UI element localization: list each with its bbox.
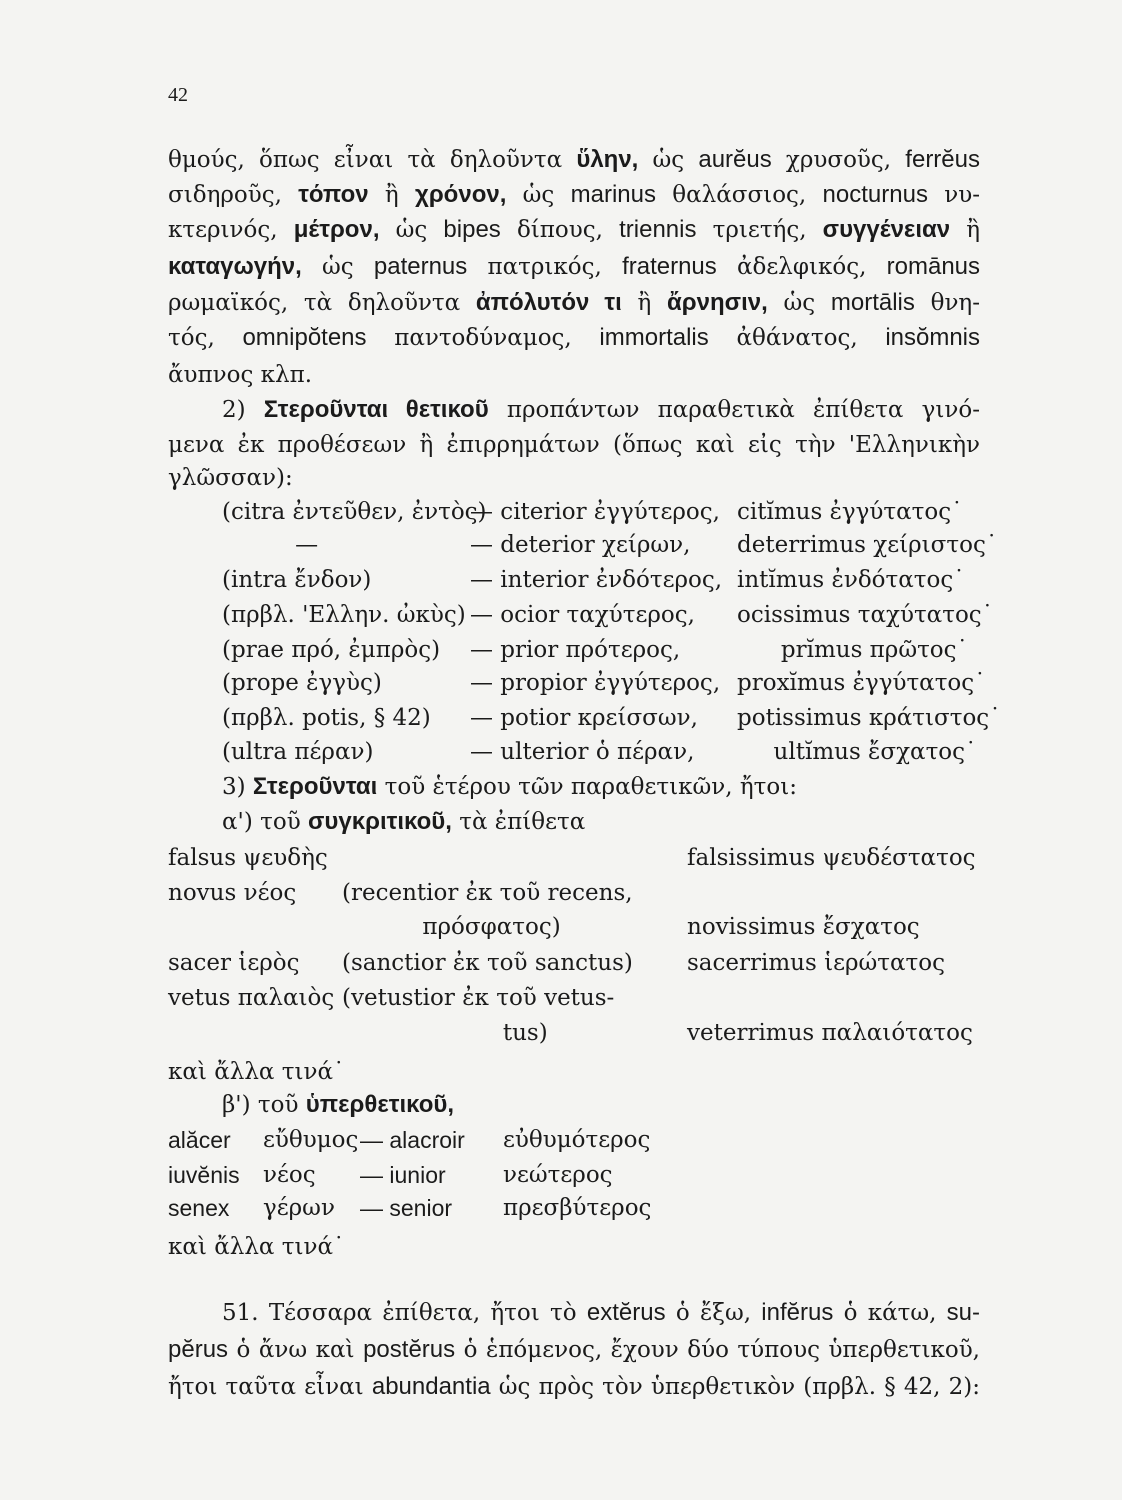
text-line: γλῶσσαν): — [168, 465, 293, 491]
table-cell: νέος — [263, 1162, 316, 1188]
text-line — [168, 180, 980, 210]
text-run: προπάντων παραθετικὰ ἐπίθετα γινό- — [488, 397, 980, 423]
text-run: ἤτοι ταῦτα εἶναι — [168, 1374, 372, 1400]
latin-word: romānus — [886, 253, 981, 280]
table-cell: falsissimus ψευδέστατος — [687, 845, 976, 871]
text-run: 3) — [222, 774, 253, 800]
text-run: ἢ — [950, 217, 981, 243]
latin-word: ferrĕus — [905, 146, 980, 173]
text-run: τὰ ἐπίθετα — [451, 809, 586, 835]
text-run: σιδηροῦς, — [168, 182, 299, 208]
table-cell: potissimus κράτιστος˙ — [737, 705, 1001, 731]
table-cell: (sanctior ἐκ τοῦ sanctus) — [342, 950, 633, 976]
table-cell: (ultra πέραν) — [222, 739, 374, 765]
table-cell: novus νέος — [168, 880, 297, 906]
text-run: β') τοῦ — [222, 1092, 306, 1118]
text-line — [168, 323, 980, 353]
text-run: 51. Τέσσαρα ἐπίθετα, ἤτοι τὸ — [222, 1300, 587, 1326]
table-cell: novissimus ἔσχατος — [687, 914, 920, 940]
bold-term: ὕλην, — [576, 146, 639, 173]
paragraph-3 — [222, 772, 797, 802]
latin-word: abundantia — [371, 1373, 491, 1400]
text-run: θνη- — [914, 290, 980, 316]
text-line — [222, 1298, 980, 1328]
text-line: καὶ ἄλλα τινά˙ — [168, 1059, 345, 1085]
text-run: ὁ ἑπόμενος, ἔχουν δύο τύπους ὑπερθετικοῦ, — [455, 1337, 980, 1363]
bold-term: τόπον — [298, 181, 369, 208]
latin-word: marinus — [570, 181, 656, 208]
latin-word: bipes — [443, 216, 501, 243]
table-cell: veterrimus παλαιότατος — [687, 1020, 973, 1046]
table-cell: (πρβλ. 'Ελλην. ὠκὺς) — [222, 602, 466, 628]
latin-word: nocturnus — [822, 181, 928, 208]
text-line — [222, 395, 980, 425]
text-run: α') τοῦ — [222, 809, 309, 835]
text-run: ὁ ἄνω καὶ — [228, 1337, 364, 1363]
text-line — [168, 1372, 980, 1402]
table-cell: vetus παλαιὸς — [168, 985, 335, 1011]
text-run: ρωμαϊκός, τὰ δηλοῦντα — [168, 290, 476, 316]
text-run: ἢ — [621, 290, 668, 316]
bold-term: συγγένειαν — [822, 216, 951, 243]
table-cell: ultĭmus ἔσχατος˙ — [737, 739, 977, 765]
text-run: δίπους, — [500, 217, 620, 243]
table-cell: prĭmus πρῶτος˙ — [737, 637, 969, 663]
table-cell: — interior ἐνδότερος, — [470, 567, 723, 593]
table-cell: intĭmus ἐνδότατος˙ — [737, 567, 965, 593]
text-run: ὁ κάτω, — [833, 1300, 947, 1326]
bold-term: Στεροῦνται θετικοῦ — [263, 396, 489, 423]
latin-word: insŏmnis — [885, 324, 981, 351]
text-line: καὶ ἄλλα τινά˙ — [168, 1234, 345, 1260]
page-number: 42 — [168, 84, 188, 106]
text-run: ἀδελφικός, — [716, 254, 887, 280]
table-cell: (prae πρό, ἐμπρὸς) — [222, 637, 441, 663]
table-cell: — iunior — [360, 1162, 446, 1188]
text-line — [168, 288, 980, 318]
text-run: παντοδύναμος, — [366, 325, 600, 351]
bold-term: ἄρνησιν, — [667, 289, 768, 316]
table-cell: — — [222, 532, 319, 558]
latin-word: extĕrus — [586, 1299, 666, 1326]
text-run: ὡς — [638, 147, 699, 173]
table-cell: (intra ἔνδον) — [222, 567, 372, 593]
table-cell: deterrimus χείριστος˙ — [737, 532, 998, 558]
text-run: μενα ἐκ προθέσεων ἢ ἐπιρρημάτων (ὅπως καὶ εἰς τὴν 'Ελληνικὴν — [168, 432, 980, 458]
latin-word: aurĕus — [698, 146, 772, 173]
table-cell: πρόσφατος) — [342, 914, 561, 940]
table-cell: (citra ἐντεῦθεν, ἐντὸς) — [222, 499, 487, 525]
table-cell: — propior ἐγγύτερος, — [470, 670, 721, 696]
bold-term: καταγωγήν, — [168, 253, 302, 280]
text-run: χρυσοῦς, — [771, 147, 906, 173]
text-run: νυ- — [927, 182, 980, 208]
text-run: θμούς, ὅπως εἶναι τὰ δηλοῦντα — [168, 147, 577, 173]
table-cell: — potior κρείσσων, — [470, 705, 698, 731]
text-run: ὡς — [767, 290, 831, 316]
text-run: ἀθάνατος, — [708, 325, 886, 351]
text-run: τός, — [168, 325, 243, 351]
latin-word: su- — [946, 1299, 980, 1326]
text-run: 2) — [222, 397, 264, 423]
text-run: ἢ — [368, 182, 416, 208]
table-cell: (vetustior ἐκ τοῦ vetus- — [342, 985, 615, 1011]
table-cell: — senior — [360, 1195, 453, 1221]
table-cell: — deterior χείρων, — [470, 532, 691, 558]
table-cell: iuvĕnis — [168, 1162, 240, 1188]
table-cell: sacerrimus ἱερώτατος — [687, 950, 946, 976]
table-cell: γέρων — [263, 1195, 335, 1221]
bold-term: ἀπόλυτόν τι — [475, 289, 622, 316]
table-cell: sacer ἱερὸς — [168, 950, 300, 976]
latin-word: omnipŏtens — [242, 324, 367, 351]
table-cell: νεώτερος — [503, 1162, 613, 1188]
text-run: πατρικός, — [467, 254, 623, 280]
table-cell: (recentior ἐκ τοῦ recens, — [342, 880, 633, 906]
table-cell: εὐθυμότερος — [503, 1127, 651, 1153]
subheading-b — [222, 1090, 454, 1120]
table-cell: senex — [168, 1195, 230, 1221]
bold-term: ὑπερθετικοῦ, — [305, 1091, 454, 1118]
latin-word: immortalis — [599, 324, 709, 351]
text-run: θαλάσσιος, — [655, 182, 823, 208]
bold-term: μέτρον, — [293, 216, 380, 243]
latin-word: infĕrus — [761, 1299, 834, 1326]
text-line — [168, 1335, 980, 1365]
latin-word: fraternus — [622, 253, 717, 280]
text-run: ὡς πρὸς τὸν ὑπερθετικὸν (πρβλ. § 42, 2): — [490, 1374, 980, 1400]
text-line — [168, 252, 980, 282]
table-cell: — ulterior ὁ πέραν, — [470, 739, 695, 765]
table-cell: (prope ἐγγὺς) — [222, 670, 382, 696]
latin-word: pĕrus — [168, 1336, 229, 1363]
text-run: ὡς — [301, 254, 374, 280]
bold-term: συγκριτικοῦ, — [308, 808, 452, 835]
table-cell: — prior πρότερος, — [470, 637, 681, 663]
text-run: ὡς — [379, 217, 444, 243]
text-line — [168, 215, 980, 245]
latin-word: paternus — [373, 253, 468, 280]
table-cell: alăcer — [168, 1127, 231, 1153]
text-line — [168, 145, 980, 175]
bold-term: χρόνον, — [415, 181, 507, 208]
text-run: ὁ ἔξω, — [665, 1300, 762, 1326]
table-cell: ocissimus ταχύτατος˙ — [737, 602, 994, 628]
text-run: τριετής, — [696, 217, 823, 243]
text-run: τοῦ ἑτέρου τῶν παραθετικῶν, ἤτοι: — [377, 774, 797, 800]
table-cell: proxĭmus ἐγγύτατος˙ — [737, 670, 986, 696]
table-cell: tus) — [342, 1020, 548, 1046]
table-cell: — ocior ταχύτερος, — [470, 602, 695, 628]
latin-word: postĕrus — [363, 1336, 456, 1363]
subheading-a — [222, 807, 585, 837]
latin-word: triennis — [619, 216, 697, 243]
table-cell: falsus ψευδὴς — [168, 845, 328, 871]
latin-word: mortālis — [830, 289, 915, 316]
text-run: ὡς — [506, 182, 571, 208]
table-cell: — citerior ἐγγύτερος, — [470, 499, 720, 525]
table-cell: citĭmus ἐγγύτατος˙ — [737, 499, 963, 525]
table-cell: πρεσβύτερος — [503, 1195, 652, 1221]
text-run: κτερινός, — [168, 217, 294, 243]
table-cell: εὔθυμος — [263, 1127, 359, 1153]
text-line — [168, 430, 980, 460]
text-line: ἄυπνος κλπ. — [168, 362, 313, 388]
table-cell: — alacroir — [360, 1127, 465, 1153]
bold-term: Στεροῦνται — [252, 773, 378, 800]
table-cell: (πρβλ. potis, § 42) — [222, 705, 431, 731]
